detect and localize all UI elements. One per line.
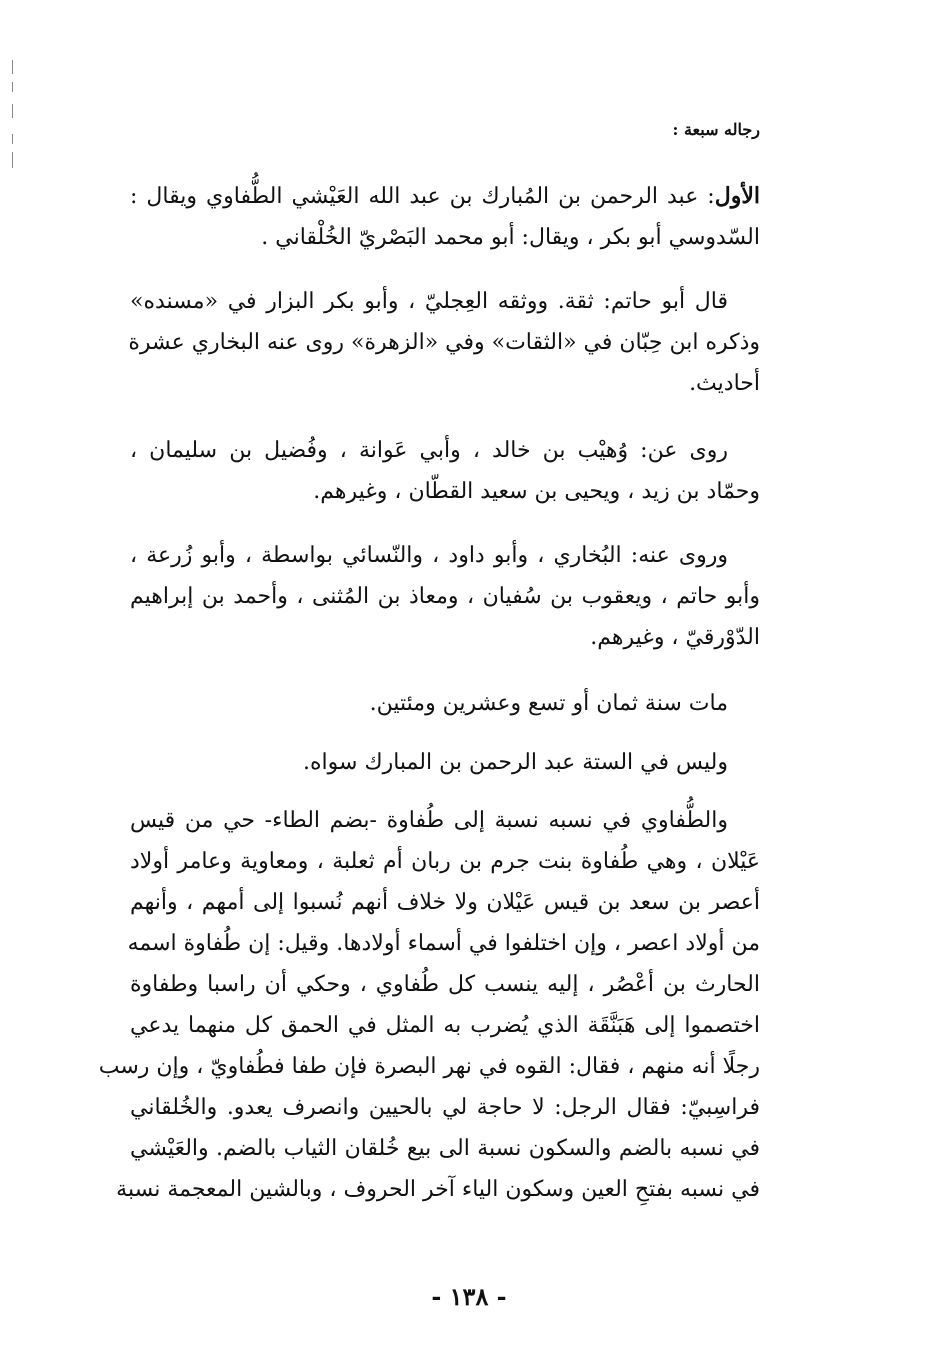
paragraph-line: والطُّفاوي في نسبه نسبة إلى طُفاوة -بضم الطاء- حي من قيس <box>130 808 728 833</box>
paragraph-7 <box>98 800 760 1210</box>
paragraph-line: في نسبه بالضم والسكون نسبة الى بيع خُلقان الثياب بالضم. والعَيْشي <box>130 1136 760 1161</box>
paragraph-line: الدّوْرقيّ ، وغيرهم. <box>590 625 760 650</box>
line-text: : عبد الرحمن بن المُبارك بن عبد الله العَيْشي الطُّفاوي ويقال : <box>130 184 715 209</box>
bold-term: الأول <box>714 183 760 209</box>
page-number: - ١٣٨ - <box>431 1282 507 1311</box>
paragraph-line: في نسبه بفتحِ العين وسكون الياء آخر الحروف ، وبالشين المعجمة نسبة <box>116 1177 760 1202</box>
paragraph-line: أحاديث. <box>689 371 760 396</box>
paragraph-line: روى عن: وُهيْب بن خالد ، وأبي عَوانة ، وفُضيل بن سليمان ، <box>130 438 728 463</box>
paragraph-2 <box>130 281 760 404</box>
paragraph-line: اختصموا إلى هَبَنَّقَة الذي يُضرب به المثل في الحمق كل منهما يدعي <box>130 1013 760 1038</box>
paragraph-line: وذكره ابن حِبّان في «الثقات» وفي «الزهرة» روى عنه البخاري عشرة <box>128 330 760 355</box>
paragraph-line: فراسِبيّ: فقال الرجل: لا حاجة لي بالحيين وانصرف يعدو. والخُلقاني <box>130 1095 760 1120</box>
paragraph-line: عَيْلان ، وهي طُفاوة بنت جرم بن ربان أم ثعلبة ، ومعاوية وعامر أولاد <box>130 849 760 874</box>
paragraph-line: وأبو حاتم ، ويعقوب بن سُفيان ، ومعاذ بن المُثنى ، وأحمد بن إبراهيم <box>130 584 760 609</box>
heading-text: رجاله سبعة : <box>672 120 760 139</box>
paragraph-1 <box>130 176 760 258</box>
paragraph-line: الحارث بن أعْصُر ، إليه ينسب كل طُفاوي ، وحكي أن راسبا وطفاوة <box>130 972 760 997</box>
paragraph-line: رجلًا أنه منهم ، فقال: القوه في نهر البصرة فإن طفا فطُفاويّ ، وإن رسب <box>98 1054 760 1079</box>
paragraph-line: وحمّاد بن زيد ، ويحيى بن سعيد القطّان ، وغيرهم. <box>313 479 760 504</box>
paragraph-5 <box>130 683 760 724</box>
paragraph-line: وليس في الستة عبد الرحمن بن المبارك سواه. <box>303 750 728 775</box>
paragraph-4 <box>130 535 760 658</box>
section-heading <box>130 120 760 139</box>
margin-marks <box>6 60 20 180</box>
paragraph-3 <box>130 430 760 512</box>
paragraph-line: من أولاد اعصر ، وإن اختلفوا في أسماء أولادها. وقيل: إن طُفاوة اسمه <box>127 931 760 956</box>
paragraph-line: أعصر بن سعد بن قيس عَيْلان ولا خلاف أنهم نُسبوا إلى أمهم ، وأنهم <box>130 890 760 915</box>
paragraph-line: قال أبو حاتم: ثقة. ووثقه العِجليّ ، وأبو بكر البزار في «مسنده» <box>130 289 728 314</box>
paragraph-line: وروى عنه: البُخاري ، وأبو داود ، والنّسائي بواسطة ، وأبو زُرعة ، <box>130 543 728 568</box>
paragraph-6 <box>130 742 760 783</box>
paragraph-line: السّدوسي أبو بكر ، ويقال: أبو محمد البَصْريّ الخُلْقاني . <box>261 225 760 250</box>
paragraph-line: مات سنة ثمان أو تسع وعشرين ومئتين. <box>369 691 728 716</box>
paragraph-line <box>130 176 760 217</box>
